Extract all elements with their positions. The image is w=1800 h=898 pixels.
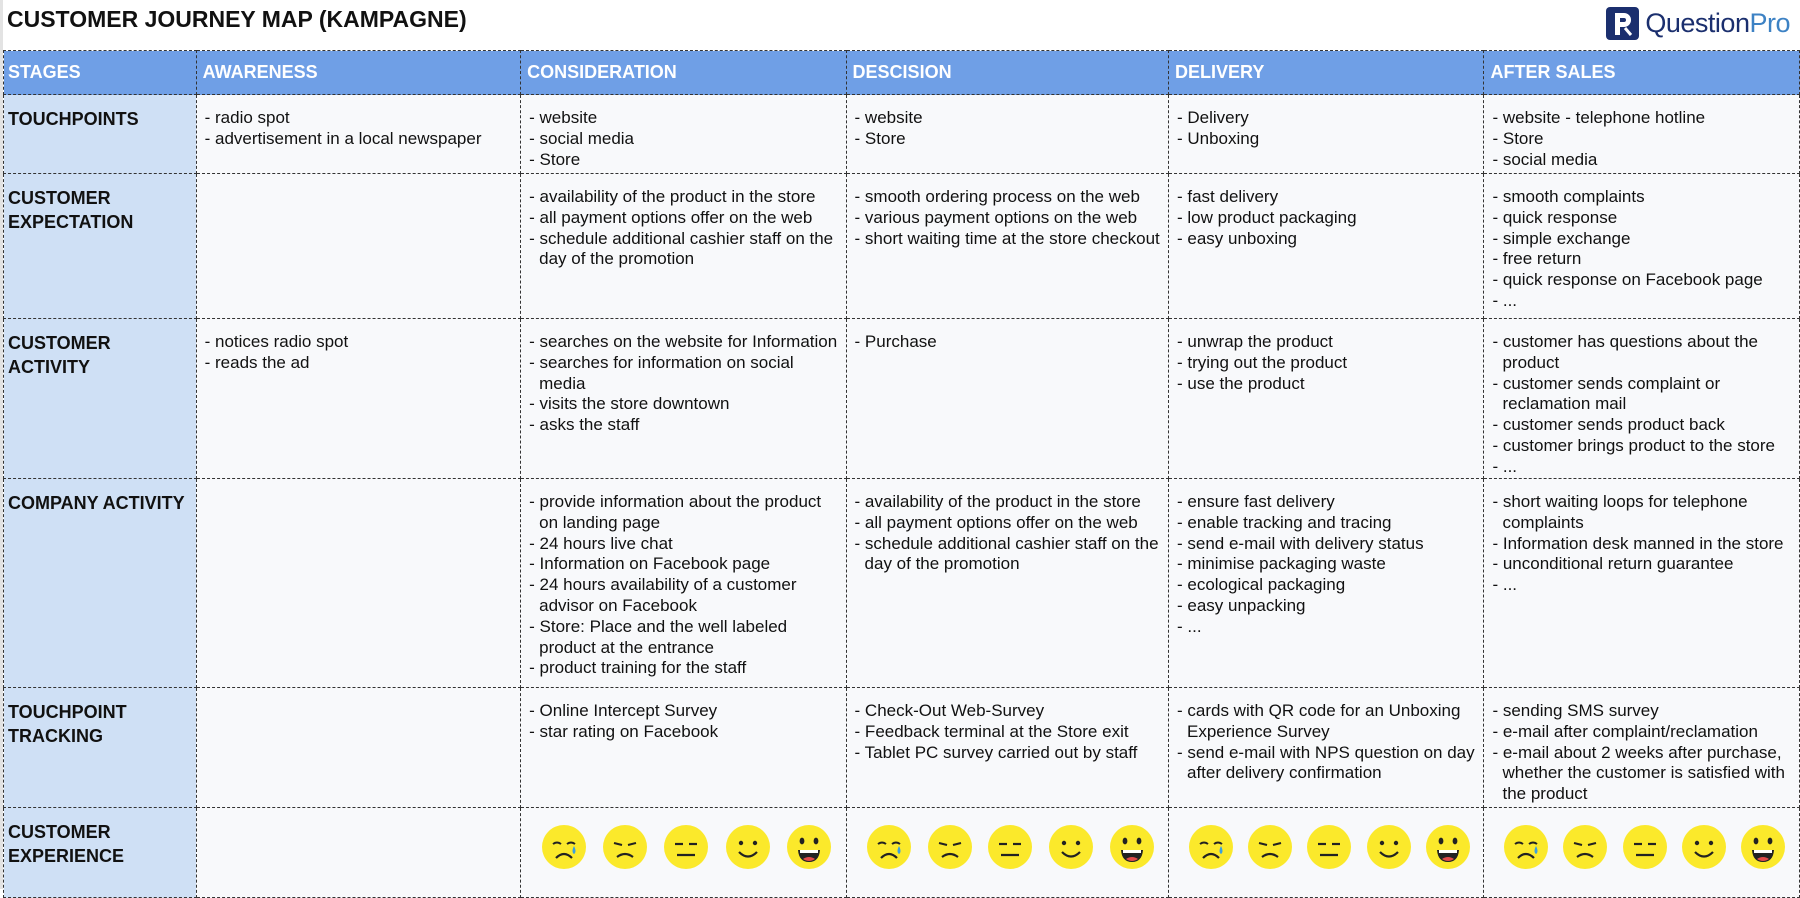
journey-cell [521,174,846,319]
journey-map-table [3,50,1800,898]
journey-cell [846,319,1168,479]
list-item: - reads the ad [204,352,310,372]
journey-cell [846,174,1168,319]
bullet-list [529,108,839,170]
bullet-list [205,332,515,374]
list-item: - quick response on Facebook page [1492,270,1763,290]
bullet-list [1177,332,1477,394]
bullet-list [1492,492,1793,596]
list-item: - website [854,108,923,127]
list-item: - availability of the product in the store [529,187,816,206]
touchpoint-tracking-row [4,688,1800,808]
list-item: - free return [1492,249,1582,269]
experience-cell [1168,808,1483,898]
bullet-list [1492,332,1793,478]
journey-cell [196,174,521,319]
journey-cell [1168,479,1483,688]
experience-cell [846,808,1168,898]
face-scale [1484,808,1799,870]
list-item: - Tablet PC survey carried out by staff [854,742,1138,762]
logo-text-accent: Pro [1749,8,1790,38]
page-title: CUSTOMER JOURNEY MAP (KAMPAGNE) [7,6,467,32]
crying-face-icon [1188,824,1234,870]
row-label: CUSTOMER EXPERIENCE [4,808,197,898]
list-item: - quick response [1492,207,1618,227]
bullet-list [1492,701,1793,805]
crying-face-icon [1503,824,1549,870]
list-item: - star rating on Facebook [529,721,719,741]
neutral-face-icon [1622,824,1668,870]
grinning-face-icon [1109,824,1155,870]
list-item: - various payment options on the web [854,207,1138,227]
list-item: - Purchase [854,332,937,351]
list-item: - Check-Out Web-Survey [854,701,1045,720]
journey-cell [1168,319,1483,479]
list-item: - smooth ordering process on the web [854,187,1140,206]
row-label: COMPANY ACTIVITY [4,479,197,688]
list-item: - smooth complaints [1492,187,1645,206]
list-item: - unwrap the product [1176,332,1333,351]
logo-text [1645,8,1790,39]
bullet-list [529,701,839,743]
list-item: - searches for information on social media [529,352,794,393]
list-item: - social media [529,128,635,148]
bullet-list [855,492,1162,575]
list-item: - availability of the product in the store [854,492,1141,511]
list-item: - Feedback terminal at the Store exit [854,721,1129,741]
list-item: - Store [529,149,581,169]
list-item: - visits the store downtown [529,394,730,414]
journey-cell [521,319,846,479]
list-item: - radio spot [204,108,290,127]
bullet-list [1177,108,1477,150]
grinning-face-icon [1740,824,1786,870]
list-item: - Online Intercept Survey [529,701,718,720]
list-item: - schedule additional cashier staff on the day of the promotion [854,533,1159,574]
list-item: - fast delivery [1176,187,1279,206]
customer-activity-row [4,319,1800,479]
stage-header: STAGES [4,51,197,95]
list-item: - e-mail after complaint/reclamation [1492,721,1758,741]
bullet-list [1492,187,1793,312]
list-item: - website [529,108,598,127]
journey-cell [1484,174,1800,319]
list-item: - Store [1492,128,1544,148]
journey-cell [196,95,521,174]
journey-cell [1484,479,1800,688]
list-item: - notices radio spot [204,332,349,351]
touchpoints-row [4,95,1800,174]
journey-cell [196,688,521,808]
face-scale [521,808,845,870]
bullet-list [855,701,1162,763]
list-item: - all payment options offer on the web [529,207,813,227]
grinning-face-icon [786,824,832,870]
list-item: - easy unboxing [1176,228,1298,248]
list-item: - unconditional return guarantee [1492,554,1734,574]
smiling-face-icon [1681,824,1727,870]
bullet-list [529,332,839,436]
list-item: - customer brings product to the store [1492,435,1775,455]
list-item: - easy unpacking [1176,595,1306,615]
list-item: - 24 hours availability of a customer advisor on Facebook [529,575,797,615]
list-item: - Store: Place and the well labeled product at the entrance [529,616,788,657]
bullet-list [855,108,1162,150]
list-item: - social media [1492,149,1598,169]
bullet-list [855,187,1162,249]
journey-cell [1168,95,1483,174]
bullet-list [1177,187,1477,249]
list-item: - customer sends complaint or reclamation mail [1492,373,1721,414]
smiling-face-icon [1048,824,1094,870]
list-item: - ... [1176,616,1202,636]
list-item: - enable tracking and tracing [1176,512,1392,532]
list-item: - searches on the website for Information [529,332,838,351]
logo-text-main: Question [1645,8,1750,38]
list-item: - use the product [1176,373,1305,393]
list-item: - schedule additional cashier staff on the day of the promotion [529,228,834,269]
list-item: - Information on Facebook page [529,554,771,574]
list-item: - advertisement in a local newspaper [204,128,482,148]
row-label: TOUCHPOINTS [4,95,197,174]
experience-cell [521,808,846,898]
list-item: - short waiting loops for telephone complaints [1492,492,1748,532]
bullet-list [1177,492,1477,638]
neutral-face-icon [987,824,1033,870]
list-item: - cards with QR code for an Unboxing Experience Survey [1176,701,1461,741]
row-label: TOUCHPOINT TRACKING [4,688,197,808]
bullet-list [855,332,1162,353]
customer-experience-row [4,808,1800,898]
journey-cell [846,479,1168,688]
sad-face-icon [602,824,648,870]
stage-header: DESCISION [846,51,1168,95]
list-item: - customer sends product back [1492,415,1725,435]
journey-cell [1484,688,1800,808]
grinning-face-icon [1425,824,1471,870]
journey-cell [1168,688,1483,808]
row-label: CUSTOMER ACTIVITY [4,319,197,479]
crying-face-icon [541,824,587,870]
journey-cell [1484,95,1800,174]
row-label: CUSTOMER EXPECTATION [4,174,197,319]
face-scale [847,808,1168,870]
journey-cell [846,95,1168,174]
list-item: - send e-mail with delivery status [1176,533,1424,553]
list-item: - all payment options offer on the web [854,512,1138,532]
list-item: - sending SMS survey [1492,701,1659,720]
journey-cell [196,479,521,688]
experience-cell [1484,808,1800,898]
list-item: - ensure fast delivery [1176,492,1335,511]
face-scale [1169,808,1483,870]
sad-face-icon [1247,824,1293,870]
list-item: - e-mail about 2 weeks after purchase, whether the customer is satisfied with the product [1492,742,1785,804]
list-item: - Information desk manned in the store [1492,533,1784,553]
journey-cell [1168,174,1483,319]
stage-header: AWARENESS [196,51,521,95]
list-item: - provide information about the product on landing page [529,492,822,532]
company-activity-row [4,479,1800,688]
stage-header: CONSIDERATION [521,51,846,95]
list-item: - 24 hours live chat [529,533,673,553]
journey-cell [521,95,846,174]
sad-face-icon [1562,824,1608,870]
stage-header: DELIVERY [1168,51,1483,95]
neutral-face-icon [1306,824,1352,870]
list-item: - trying out the product [1176,352,1348,372]
list-item: - website - telephone hotline [1492,108,1706,127]
list-item: - low product packaging [1176,207,1357,227]
bullet-list [529,492,839,679]
stage-header-row [4,51,1800,95]
bullet-list [529,187,839,270]
journey-cell [846,688,1168,808]
logo-mark-icon [1606,7,1639,40]
neutral-face-icon [663,824,709,870]
list-item: - Store [854,128,906,148]
journey-cell [196,319,521,479]
stage-header: AFTER SALES [1484,51,1800,95]
list-item: - product training for the staff [529,658,747,678]
list-item: - ... [1492,575,1518,595]
smiling-face-icon [725,824,771,870]
customer-expectation-row [4,174,1800,319]
journey-cell [521,479,846,688]
sad-face-icon [927,824,973,870]
list-item: - send e-mail with NPS question on day after delivery confirmation [1176,742,1475,783]
list-item: - Unboxing [1176,128,1260,148]
experience-empty-cell [196,808,521,898]
list-item: - minimise packaging waste [1176,554,1386,574]
list-item: - simple exchange [1492,228,1631,248]
smiling-face-icon [1366,824,1412,870]
bullet-list [205,108,515,150]
questionpro-logo [1606,7,1790,40]
journey-cell [521,688,846,808]
list-item: - ecological packaging [1176,575,1346,595]
journey-cell [1484,319,1800,479]
list-item: - short waiting time at the store checkout [854,228,1160,248]
list-item: - ... [1492,290,1518,310]
list-item: - ... [1492,456,1518,476]
list-item: - asks the staff [529,415,640,435]
crying-face-icon [866,824,912,870]
list-item: - Delivery [1176,108,1249,127]
bullet-list [1177,701,1477,784]
bullet-list [1492,108,1793,170]
list-item: - customer has questions about the product [1492,332,1759,372]
